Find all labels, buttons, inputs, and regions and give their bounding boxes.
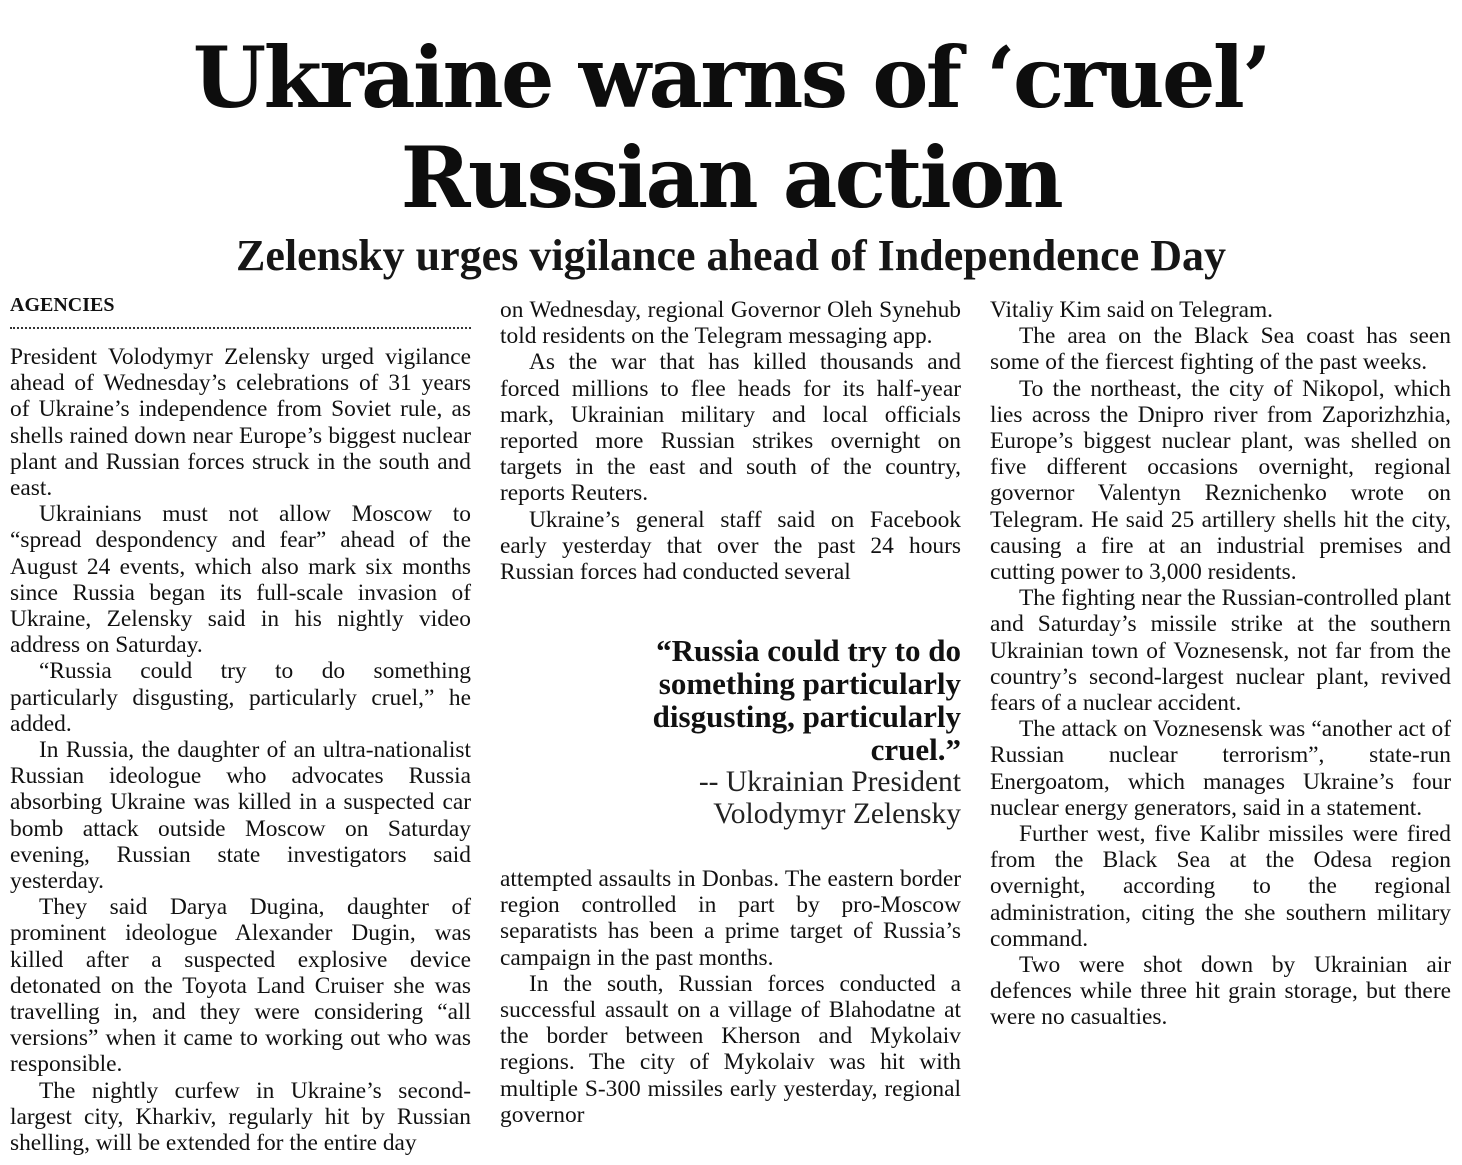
byline: AGENCIES <box>10 294 115 316</box>
paragraph: The nightly curfew in Ukraine’s second-largest city, Kharkiv, regularly hit by Russian shelling, will be extended for the entire day <box>10 1077 471 1157</box>
headline-line-1: Ukraine warns of ‘cruel’ <box>192 28 1270 127</box>
paragraph: In the south, Russian forces conducted a successful assault on a village of Blahodatne at the border between Kherson and Mykolaiv regions. The city of Mykolaiv was hit with multiple S-300 missiles early yesterday, regional governor <box>500 970 961 1128</box>
paragraph: The area on the Black Sea coast has seen some of the fiercest fighting of the past weeks. <box>990 323 1451 376</box>
paragraph: As the war that has killed thousands and forced millions to flee heads for its half-year mark, Ukrainian military and local officials reported more Russian strikes overnight on targets in the east and south of the country, reports Reuters. <box>500 349 961 507</box>
attribution-line-2: Volodymyr Zelensky <box>713 798 961 830</box>
paragraph: To the northeast, the city of Nikopol, which lies across the Dnipro river from Zaporizhzhia, Europe’s biggest nuclear plant, was shelled on five different occasions overnight, regional governor Valentyn Reznichenko wrote on Telegram. He said 25 artillery shells hit the city, causing a fire at an industrial premises and cutting power to 3,000 residents. <box>990 375 1451 586</box>
subheadline: Zelensky urges vigilance ahead of Independence Day <box>235 231 1227 280</box>
paragraph: Vitaliy Kim said on Telegram. <box>990 297 1274 323</box>
byline-divider <box>10 327 471 329</box>
paragraph: attempted assaults in Donbas. The eastern border region controlled in part by pro-Moscow separatists has been a prime target of Russia’s campaign in the past months. <box>500 866 961 971</box>
paragraph: Ukrainians must not allow Moscow to “spread despondency and fear” ahead of the August 24 events, which also mark six months since Russia began its full-scale invasion of Ukraine, Zelensky said in his nightly video address on Saturday. <box>10 501 471 659</box>
column-2-top <box>500 297 961 585</box>
column-1 <box>10 344 471 1156</box>
paragraph: “Russia could try to do something particularly disgusting, particularly cruel,” he added. <box>10 658 471 737</box>
attribution-line-1: -- Ukrainian President <box>698 766 961 798</box>
pull-quote: “Russia could try to do something particularly disgusting, particularly cruel.” <box>652 633 961 767</box>
paragraph: Ukraine’s general staff said on Facebook early yesterday that over the past 24 hours Russian forces had conducted several <box>500 506 961 586</box>
pull-quote-attribution <box>560 766 961 830</box>
paragraph: Further west, five Kalibr missiles were fired from the Black Sea at the Odesa region overnight, according to the regional administration, citing the she southern military command. <box>990 821 1451 952</box>
headline-line-2: Russian action <box>400 128 1062 227</box>
paragraph: The attack on Voznesensk was “another act of Russian nuclear terrorism”, state-run Energoatom, which manages Ukraine’s four nuclear energy generators, said in a statement. <box>990 716 1451 821</box>
paragraph: The fighting near the Russian-controlled plant and Saturday’s missile strike at the southern Ukrainian town of Voznesensk, not far from the country’s second-largest nuclear plant, revived fears of a nuclear accident. <box>990 585 1451 717</box>
paragraph: on Wednesday, regional Governor Oleh Synehub told residents on the Telegram messaging app. <box>500 297 961 350</box>
paragraph: In Russia, the daughter of an ultra-nationalist Russian ideologue who advocates Russia absorbing Ukraine was killed in a suspected car bomb attack outside Moscow on Saturday evening, Russian state investigators said yesterday. <box>10 737 471 895</box>
column-2-bottom <box>500 866 961 1128</box>
headline <box>0 28 1462 228</box>
paragraph: They said Darya Dugina, daughter of prominent ideologue Alexander Dugin, was killed after a suspected explosive device detonated on the Toyota Land Cruiser she was travelling in, and they were considering “all versions” when it came to working out who was responsible. <box>10 894 471 1078</box>
column-3 <box>990 297 1451 1031</box>
paragraph: Two were shot down by Ukrainian air defences while three hit grain storage, but there were no casualties. <box>990 952 1451 1031</box>
paragraph: President Volodymyr Zelensky urged vigilance ahead of Wednesday’s celebrations of 31 years of Ukraine’s independence from Soviet rule, as shells rained down near Europe’s biggest nuclear plant and Russian forces struck in the south and east. <box>10 344 471 502</box>
